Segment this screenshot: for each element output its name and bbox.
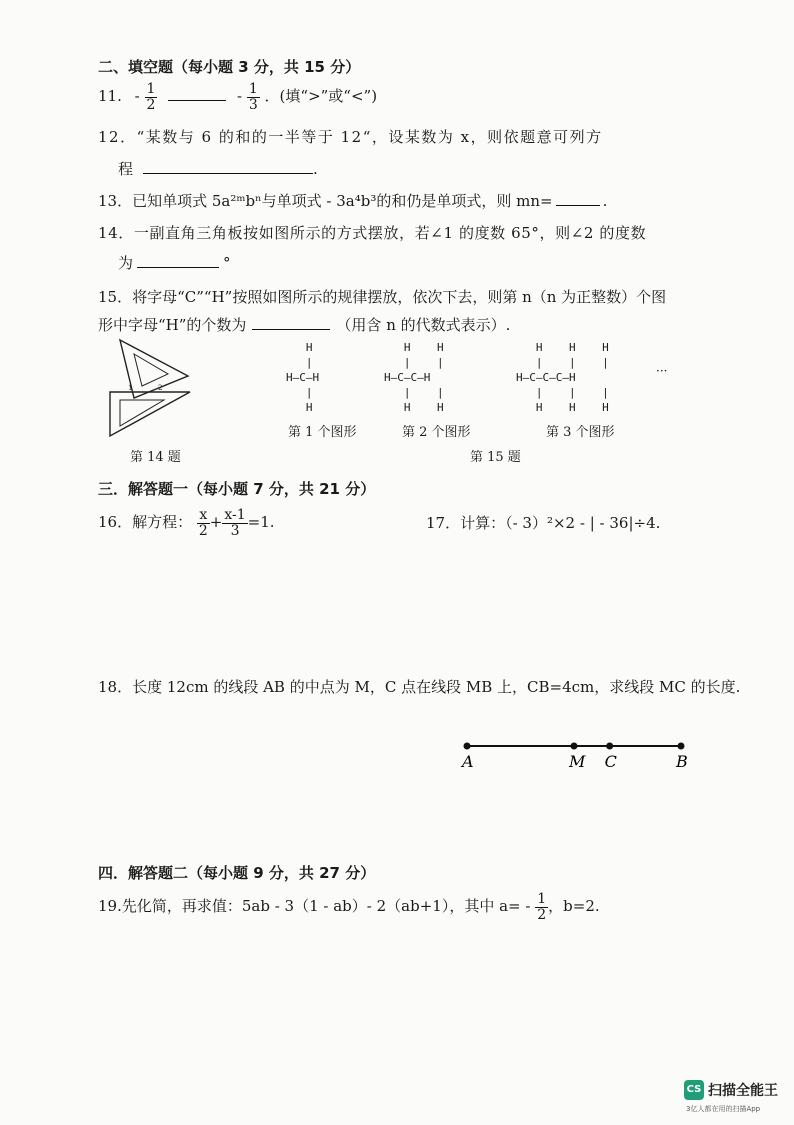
figure-14-caption: 第 14 题 — [130, 450, 181, 465]
point-c-label: C — [604, 752, 617, 771]
point-m — [571, 743, 578, 750]
point-m-label: M — [569, 752, 586, 771]
question-19: 19.先化简，再求值：5ab - 3（1 - ab）- 2（ab+1），其中 a= - $\frac{1}{2}$ ，b=2. — [98, 891, 600, 923]
question-15-line1: 15．将字母“C”“H”按照如图所示的规律摆放，依次下去，则第 n（n 为正整数）个图 — [98, 288, 667, 306]
line-segment-figure — [455, 736, 695, 776]
question-11 — [98, 82, 377, 112]
q16-fraction-1: $\frac{x}{2}$ — [198, 507, 208, 539]
q19-fraction: $\frac{1}{2}$ — [537, 891, 547, 923]
molecule-caption-2: 第 2 个图形 — [402, 425, 471, 440]
camscanner-logo: CS — [684, 1080, 704, 1100]
section-heading-4: 四．解答题二（每小题 9 分，共 27 分） — [98, 864, 376, 882]
point-a-label: A — [462, 752, 474, 771]
q15-answer-blank[interactable] — [252, 317, 330, 330]
question-12-line1: 12．“某数与 6 的和的一半等于 12“，设某数为 x，则依题意可列方 — [98, 128, 603, 146]
q11-fraction-1: $\frac{1}{2}$ — [146, 81, 156, 113]
molecule-figure-2: H H | | H—C—C—H | | H H — [384, 341, 444, 414]
point-b-label: B — [676, 752, 688, 771]
molecule-ellipsis: ··· — [656, 364, 668, 378]
q11-neg-1: - — [134, 87, 140, 106]
angle-1-label: 1 — [128, 384, 133, 392]
molecule-caption-3: 第 3 个图形 — [546, 425, 615, 440]
question-13: 13．已知单项式 5a²ᵐbⁿ与单项式 - 3a⁴b³的和仍是单项式，则 mn= . — [98, 192, 608, 210]
question-18: 18．长度 12cm 的线段 AB 的中点为 M，C 点在线段 MB 上，CB=4cm，求线段 MC 的长度. — [98, 678, 741, 696]
molecule-figure-3: H H H | | | H—C—C—C—H | | | H H H — [516, 341, 609, 414]
point-b — [678, 743, 685, 750]
q16-fraction-2: $\frac{x-1}{3}$ — [224, 507, 246, 539]
question-16: 16．解方程： $\frac{x}{2}$ + $\frac{x-1}{3}$ =1. — [98, 507, 275, 539]
section-heading-3: 三．解答题一（每小题 7 分，共 21 分） — [98, 480, 376, 498]
q12-answer-blank[interactable] — [143, 161, 313, 174]
point-a — [464, 743, 471, 750]
figure-15-caption: 第 15 题 — [470, 450, 521, 465]
watermark-name: 扫描全能王 — [708, 1083, 778, 1099]
q11-fraction-2: $\frac{1}{3}$ — [248, 81, 258, 113]
q11-number: 11. — [98, 87, 122, 106]
molecule-figure-1: H | H—C—H | H — [286, 341, 320, 414]
section-heading-2: 二、填空题（每小题 3 分，共 15 分） — [98, 58, 361, 76]
question-17: 17．计算：（- 3）²×2 - | - 36|÷4. — [426, 514, 661, 532]
q11-answer-blank[interactable] — [168, 88, 226, 101]
question-12-line2: 程 . — [118, 160, 318, 178]
question-15-line2: 形中字母“H”的个数为 （用含 n 的代数式表示）. — [98, 316, 511, 334]
triangle-ruler-figure — [104, 336, 200, 440]
q13-answer-blank[interactable] — [556, 193, 600, 206]
angle-2-label: 2 — [158, 384, 163, 392]
molecule-caption-1: 第 1 个图形 — [288, 425, 357, 440]
point-c — [606, 743, 613, 750]
q11-neg-2: - — [236, 87, 243, 106]
question-14-line2: 为 ° — [118, 254, 231, 272]
q11-hint: ．(填“>”或“<”) — [264, 87, 378, 106]
q14-answer-blank[interactable] — [137, 255, 219, 268]
watermark-subtitle: 3亿人都在用的扫描App — [686, 1105, 761, 1113]
question-14-line1: 14．一副直角三角板按如图所示的方式摆放，若∠1 的度数 65°，则∠2 的度数 — [98, 224, 647, 242]
